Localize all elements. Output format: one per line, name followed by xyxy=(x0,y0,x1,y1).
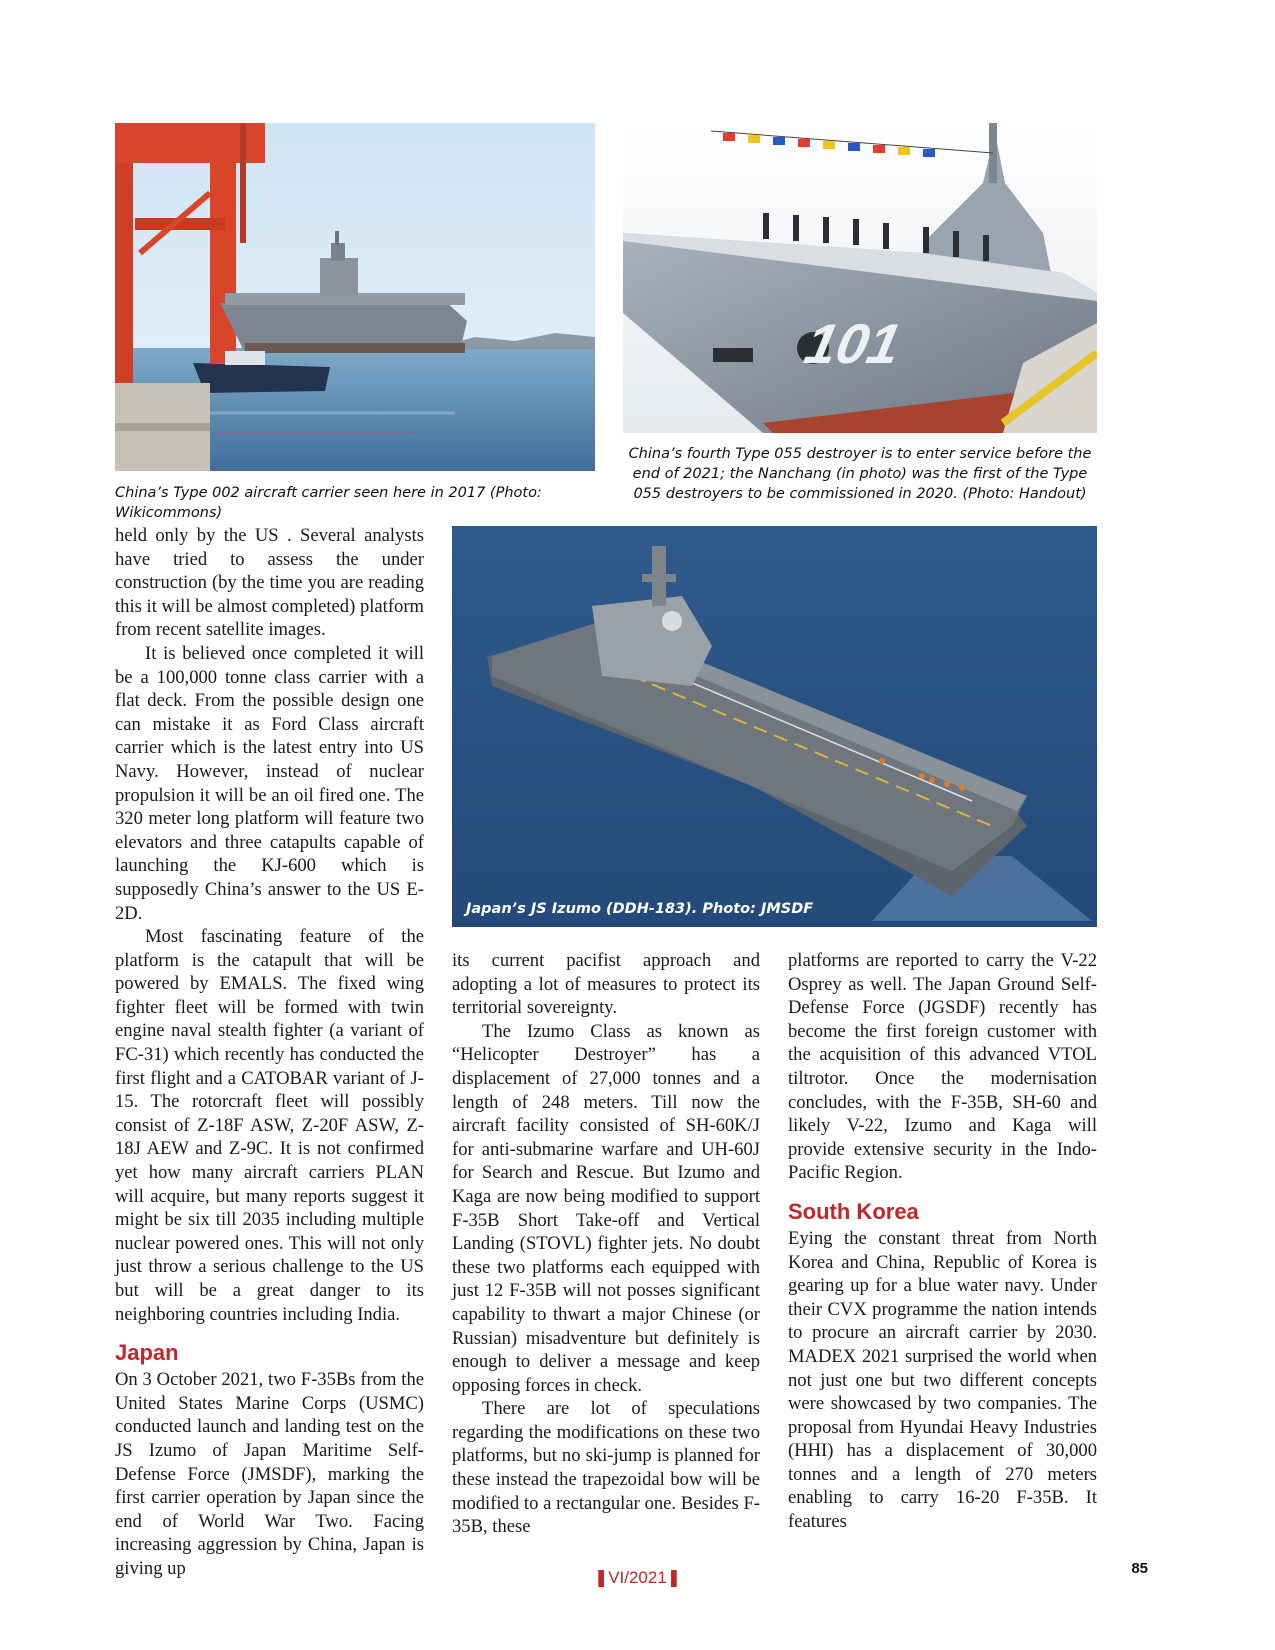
article-column-2 xyxy=(452,949,760,1539)
destroyer-photo xyxy=(623,123,1097,433)
destroyer-photo-caption: China’s fourth Type 055 destroyer is to enter service before the end of 2021; the Nanchang (in photo) was the first of the Type 055 destroyers to be commissioned in 2020. (Photo: Handout) xyxy=(628,446,1092,502)
section-heading-japan: Japan xyxy=(115,1340,179,1366)
izumo-photo-caption: Japan’s JS Izumo (DDH-183). Photo: JMSDF xyxy=(466,901,814,917)
col2-paragraph-2: The Izumo Class as known as “Helicopter Destroyer” has a displacement of 27,000 tonnes and a length of 248 meters. Till now the aircraft facility consisted of SH-60K/J for anti-submarine warfare and UH-60J for Search and Rescue. But Izumo and Kaga are now being modified to support F-35B Short Take-off and Vertical Landing (STOVL) fighter jets. No doubt these two platforms each equipped with just 12 F-35B will not posses significant capability to thwart a major Chinese (or Russian) misadventure but definitely is enough to deliver a message and keep opposing forces in check. xyxy=(452,1020,760,1396)
izumo-photo xyxy=(452,526,1097,927)
article-column-3 xyxy=(788,949,1097,1534)
carrier-photo xyxy=(115,123,595,471)
article-column-1 xyxy=(115,524,424,1581)
col2-paragraph-1: its current pacifist approach and adopting a lot of measures to protect its territorial sovereignty. xyxy=(452,950,760,1019)
issue-label: ❚VI/2021❚ xyxy=(593,1568,682,1587)
col1-paragraph-3: Most fascinating feature of the platform is the catapult that will be powered by EMALS. The fixed wing fighter fleet will be formed with twin engine naval stealth fighter (a variant of FC-31) which recently has conducted the first flight and a CATOBAR variant of J-15. The rotorcraft fleet will possibly consist of Z-18F ASW, Z-20F ASW, Z-18J AEW and Z-9C. It is not confirmed yet how many aircraft carriers PLAN will acquire, but many reports suggest it might be six till 2035 including multiple nuclear powered ones. This will not only just throw a serious challenge to the US but will be a great danger to its neighboring countries including India. xyxy=(115,926,424,1325)
destroyer-hull-number: 101 xyxy=(799,312,907,375)
col3-paragraph-1: platforms are reported to carry the V-22 Osprey as well. The Japan Ground Self-Defense Force (JGSDF) recently has become the first foreign customer with the acquisition of this advanced VTOL tiltrotor. Once the modernisation concludes, with the F-35B, SH-60 and likely V-22, Izumo and Kaga will provide extensive security in the Indo-Pacific Region. xyxy=(788,950,1097,1184)
col3-paragraph-2: Eying the constant threat from North Korea and China, Republic of Korea is gearing up for a blue water navy. Under their CVX programme the nation intends to procure an aircraft carrier by 2030. MADEX 2021 surprised the world when not just one but two different concepts were showcased by two companies. The proposal from Hyundai Heavy Industries (HHI) has a displacement of 30,000 tonnes and a length of 270 meters enabling to carry 16-20 F-35B. It features xyxy=(788,1227,1097,1533)
col1-paragraph-1: held only by the US . Several analysts have tried to assess the under construction (by the time you are reading this it will be almost completed) platform from recent satellite images. xyxy=(115,525,424,641)
col1-paragraph-2: It is believed once completed it will be a 100,000 tonne class carrier with a flat deck. From the possible design one can mistake it as Ford Class aircraft carrier which is the latest entry into US Navy. However, instead of nuclear propulsion it will be an oil fired one. The 320 meter long platform will feature two elevators and three catapults capable of launching the KJ-600 which is supposedly China’s answer to the US E-2D. xyxy=(115,642,424,924)
carrier-photo-caption: China’s Type 002 aircraft carrier seen here in 2017 (Photo: Wikicommons) xyxy=(115,485,542,521)
section-heading-south-korea: South Korea xyxy=(788,1198,919,1224)
page-number: 85 xyxy=(1131,1560,1148,1577)
col1-paragraph-4: On 3 October 2021, two F-35Bs from the United States Marine Corps (USMC) conducted launch and landing test on the JS Izumo of Japan Maritime Self-Defense Force (JMSDF), marking the first carrier operation by Japan since the end of World War Two. Facing increasing aggression by China, Japan is giving up xyxy=(115,1369,424,1579)
col2-paragraph-3: There are lot of speculations regarding the modifications on these two platforms, but no ski-jump is planned for these instead the trapezoidal bow will be modified to a rectangular one. Besides F-35B, these xyxy=(452,1398,760,1538)
